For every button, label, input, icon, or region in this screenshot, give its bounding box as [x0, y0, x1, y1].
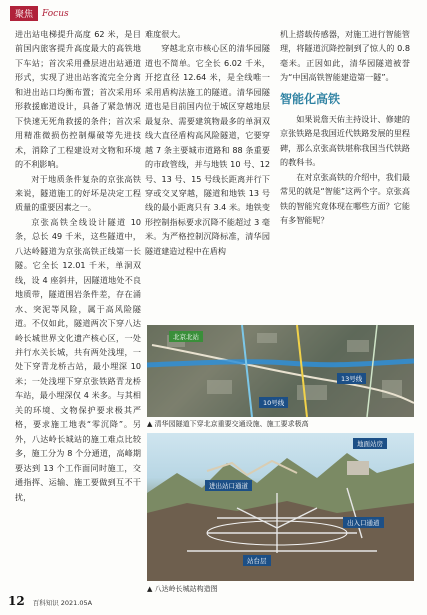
article-column-2 [145, 27, 270, 258]
page-number: 12 [8, 594, 25, 608]
paragraph: 如果说詹天佑主持设计、修建的京张铁路是我国近代铁路发展的里程碑，那么京张高铁堪称我国当代铁路的教科书。 [280, 113, 410, 168]
label-ground-station: 地面站房 [353, 438, 387, 449]
station-structure-diagram [147, 433, 414, 581]
paragraph: 对于地质条件复杂的京张高铁来说，隧道施工的好坏是决定工程质量的重要因素之一。 [15, 173, 141, 213]
section-heading: 智能化高铁 [280, 91, 341, 106]
section-tag: 聚焦 [10, 6, 38, 21]
section-header [10, 6, 69, 21]
label-platform-level: 站台层 [243, 555, 271, 566]
publication-info: 百科知识 2021.05A [32, 599, 93, 607]
paragraph: 在对京张高铁的介绍中，我们最常见的就是“智能”这两个字。京张高铁的智能究竟体现在哪些方面？它能有多智能呢？ [280, 171, 410, 225]
paragraph: 机上搭载传感器，对施工进行智能管理，将隧道沉降控制到了惊人的 0.8 毫米。正因如此，清华园隧道被誉为“中国高铁智能建造第一隧”。 [280, 29, 410, 83]
article-column-3 [280, 27, 410, 227]
article-column-1 [15, 27, 141, 504]
map-label-north-station: 北京北站 [169, 331, 203, 342]
figure-caption: ▲ 八达岭长城站构造图 [147, 585, 218, 593]
map-label-line13: 13号线 [337, 373, 366, 384]
page-footer [8, 594, 92, 608]
section-tag-english: Focus [42, 8, 69, 19]
tunnel-aerial-map [147, 325, 414, 417]
station-illustration [147, 433, 414, 581]
paragraph: 进出站电梯提升高度 62 米，是目前国内旅客提升高度最大的高铁地下车站；首次采用叠层进出站通道形式，实现了进出站客流完全分离和进出站口均衡布置；首次采用环形救援廊道设计，具备了紧急情况下快速无死角救援的条件；首次采用精准微损伤控制爆破等先进技术，消除了工程建设对文物和环境的不利影响。 [15, 29, 141, 170]
map-label-line10: 10号线 [259, 397, 288, 408]
label-entrance-passage-east: 出入口通道 [343, 517, 384, 528]
paragraph: 穿越北京市核心区的清华园隧道也不简单。它全长 6.02 千米，开挖直径 12.64 米，是全线唯一采用盾构法施工的隧道。清华园隧道也是目前国内位于城区穿越地层最复杂、需要建筑物最多的单洞双线大直径盾构高风险隧道，它要穿越 7 条主要城市道路和 88 条重要的市政管线，并与地铁 10 号、12 号、13 号、15 号线长距离并行下穿或交叉穿越，隧道和地铁 13 号线的最小距离只有 3.4 米。地铁变形控制指标要求沉降不能超过 3 毫米。为严格控制沉降标准，清华园隧道建造过程中在盾构 [145, 43, 270, 256]
paragraph: 难度很大。 [145, 29, 186, 39]
label-entrance-passage-west: 进出站口通道 [205, 480, 252, 491]
figure-caption: ▲ 清华园隧道下穿北京重要交通设施、施工要求极高 [147, 420, 309, 428]
paragraph: 京张高铁全线设计隧道 10 条，总长 49 千米，这些隧道中，八达岭隧道为京张高铁正线第一长隧。它全长 12.01 千米，单洞双线，设 4 座斜井，因隧道地处不良地质带，隧道围岩条件差，存在涌水、突泥等风险，属于高风险隧道。不仅如此，隧道两次下穿八达岭长城世界文化遗产核心区，一处并行水关长城，共有两处浅埋，一处下穿青龙桥古站，最小埋深 10 米；一处浅埋下穿京张铁路青龙桥车站，最小埋深仅 4 米多。与其相关的环境、文物保护要求极其严格，要求施工地表“零沉降”。另外，八达岭长城站的施工难点比较多，施工分为 8 个分通道，高峰期要达到 13 个工作面同时施工，交通指挥、运输、施工要做到互不干扰， [15, 216, 141, 502]
